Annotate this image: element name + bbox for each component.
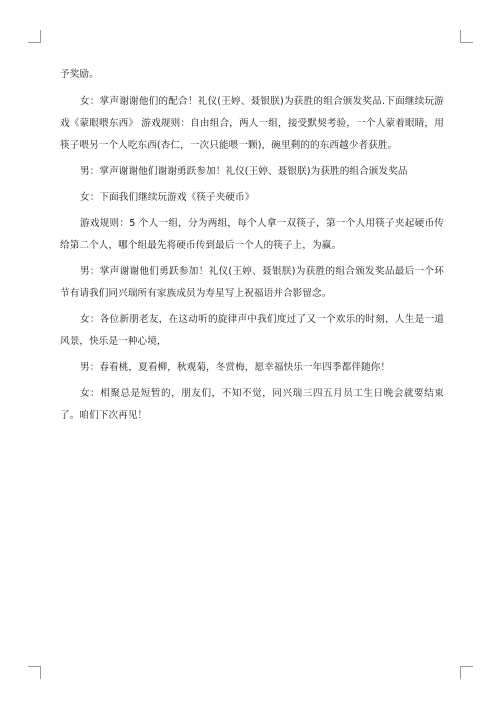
crop-mark-top-left bbox=[28, 30, 41, 43]
paragraph-female-farewell: 女：相聚总是短暂的，朋友们，不知不觉，同兴瑞三四五月员工生日晚会就要结束了。咱们下次再见！ bbox=[60, 388, 444, 421]
paragraph-female-game-intro: 女：掌声谢谢他们的配合！礼仪(王婷、聂银朕)为获胜的组合颁发奖品.下面继续玩游戏《蒙眼喂东西》 游戏规则：自由组合，两人一组，接受默契考验，一个人蒙着眼睛，用筷子喂另一个人吃东西(杏仁，一次只能喂一颗)，碗里剩的的东西越少者获胜。 bbox=[60, 96, 444, 151]
crop-mark-bottom-right bbox=[460, 666, 473, 679]
paragraph-male-blessing: 男：春看桃，夏看柳，秋观菊，冬赏梅，愿幸福快乐一年四季都伴随你！ bbox=[80, 362, 391, 373]
document-body bbox=[60, 64, 444, 431]
crop-mark-bottom-left bbox=[28, 666, 41, 679]
paragraph-female-next-game: 女：下面我们继续玩游戏《筷子夹硬币》 bbox=[80, 192, 255, 203]
crop-mark-top-right bbox=[460, 30, 473, 43]
paragraph-game-rules: 游戏规则：5 个人一组，分为两组，每个人拿一双筷子，第一个人用筷子夹起硬币传给第二个人，哪个组最先将硬币传到最后一个人的筷子上，为赢。 bbox=[60, 218, 444, 251]
paragraph-male-final-segment: 男：掌声谢谢他们勇跃参加！礼仪(王婷、聂银朕)为获胜的组合颁发奖品最后一个环节有请我们同兴瑞所有家族成员为寿星写上祝福语并合影留念。 bbox=[60, 266, 444, 299]
paragraph-male-award: 男：掌声谢谢他们谢谢勇跃参加！礼仪(王婷、聂银朕)为获胜的组合颁发奖品 bbox=[80, 166, 408, 177]
paragraph-continuation: 予奖励。 bbox=[60, 69, 99, 80]
paragraph-female-closing: 女：各位新朋老友，在这动听的旋律声中我们度过了又一个欢乐的时刻，人生是一道风景，快乐是一种心境， bbox=[60, 314, 444, 347]
